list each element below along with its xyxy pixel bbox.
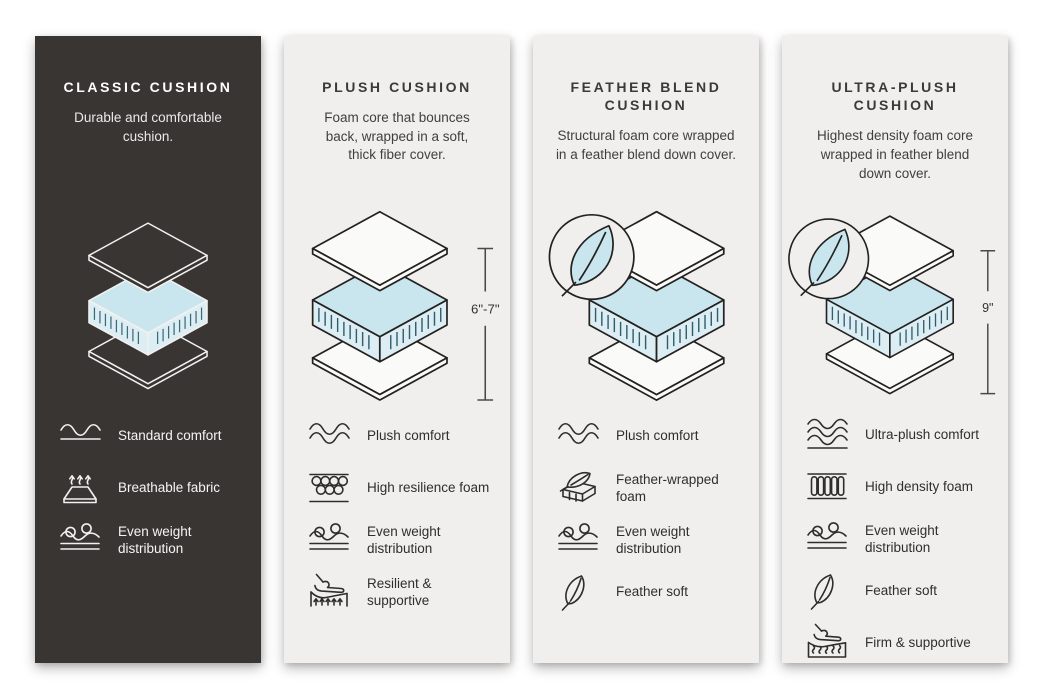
- cushion-diagram: [290, 207, 504, 404]
- feature-item: [555, 468, 741, 508]
- cushion-diagram: [546, 207, 746, 404]
- feature-label: Breathable fabric: [118, 480, 221, 496]
- feature-item: [804, 519, 990, 559]
- cushion-diagram: [69, 219, 227, 392]
- column-feather-blend-cushion: [533, 36, 759, 663]
- feature-label: Even weight distribution: [118, 523, 192, 556]
- feature-label: Ultra-plush comfort: [865, 427, 980, 443]
- feature-item: [57, 416, 243, 456]
- cushion-top-layer: [89, 223, 207, 292]
- even-weight-icon: [306, 520, 352, 560]
- column-description: Structural foam core wrapped in a feather blend down cover.: [555, 128, 737, 162]
- feature-item: [804, 571, 990, 611]
- feature-item: [555, 520, 741, 560]
- column-title: CLASSIC CUSHION: [63, 79, 233, 95]
- feature-item: [57, 468, 243, 508]
- cushion-illustration: [39, 204, 257, 406]
- feature-item: [306, 468, 492, 508]
- feather-badge: [549, 214, 633, 298]
- feature-item: [555, 572, 741, 612]
- column-plush-cushion: [284, 36, 510, 663]
- cushion-illustration: [786, 204, 1004, 405]
- triple-wave-comfort-icon: [804, 415, 850, 455]
- firm-supportive-icon: [804, 623, 850, 663]
- feather-soft-icon: [804, 571, 850, 611]
- column-description: Highest density foam core wrapped in feather blend down cover.: [816, 128, 974, 181]
- cushion-illustration: [537, 204, 755, 406]
- feature-item: [804, 415, 990, 455]
- column-title: ULTRA-PLUSH CUSHION: [831, 79, 959, 114]
- feature-label: Feather soft: [865, 583, 938, 599]
- feature-list: [551, 416, 741, 612]
- height-dimension-marker: [477, 248, 493, 400]
- honeycomb-foam-icon: [306, 468, 352, 508]
- feature-label: High density foam: [865, 479, 974, 495]
- column-description: Foam core that bounces back, wrapped in a soft, thick fiber cover.: [324, 110, 470, 163]
- feature-label: Even weight distribution: [367, 523, 441, 556]
- column-header: [800, 78, 990, 204]
- double-wave-comfort-icon: [555, 416, 601, 456]
- column-title: PLUSH CUSHION: [322, 79, 472, 95]
- feather-soft-icon: [555, 572, 601, 612]
- height-dimension-marker: [980, 251, 995, 394]
- height-dimension-label: 9": [982, 300, 994, 315]
- feather-badge: [789, 219, 869, 299]
- feature-label: Feather-wrapped foam: [616, 471, 719, 504]
- double-wave-comfort-icon: [306, 416, 352, 456]
- cushion-illustration: [288, 204, 506, 406]
- feature-label: High resilience foam: [367, 480, 490, 496]
- feature-label: Plush comfort: [616, 428, 699, 444]
- feature-label: Standard comfort: [118, 428, 222, 444]
- feature-item: [555, 416, 741, 456]
- feature-label: Even weight distribution: [616, 523, 690, 556]
- resilient-supportive-icon: [306, 572, 352, 612]
- feature-label: Feather soft: [616, 584, 689, 600]
- feature-label: Firm & supportive: [865, 635, 971, 651]
- feature-label: Resilient & supportive: [367, 575, 432, 608]
- single-wave-comfort-icon: [57, 416, 103, 456]
- breathable-fabric-icon: [57, 468, 103, 508]
- feature-list: [302, 416, 492, 612]
- feature-item: [804, 467, 990, 507]
- cushion-diagram: [786, 210, 1004, 399]
- column-description: Durable and comfortable cushion.: [74, 110, 222, 144]
- even-weight-icon: [57, 520, 103, 560]
- even-weight-icon: [555, 520, 601, 560]
- feather-wrapped-foam-icon: [555, 468, 601, 508]
- feature-item: [306, 520, 492, 560]
- height-dimension-label: 6"-7": [470, 300, 500, 316]
- feature-item: [306, 572, 492, 612]
- column-classic-cushion: [35, 36, 261, 663]
- feature-list: [800, 415, 990, 663]
- column-header: [551, 78, 741, 204]
- column-title: FEATHER BLEND CUSHION: [570, 79, 722, 114]
- feature-item: [804, 623, 990, 663]
- column-ultra-plush-cushion: [782, 36, 1008, 663]
- feature-list: [53, 416, 243, 560]
- feature-label: Even weight distribution: [865, 522, 939, 555]
- high-density-foam-icon: [804, 467, 850, 507]
- even-weight-icon: [804, 519, 850, 559]
- feature-item: [306, 416, 492, 456]
- cushion-top-layer: [313, 211, 447, 290]
- column-header: [53, 78, 243, 204]
- column-header: [302, 78, 492, 204]
- feature-item: [57, 520, 243, 560]
- feature-label: Plush comfort: [367, 428, 450, 444]
